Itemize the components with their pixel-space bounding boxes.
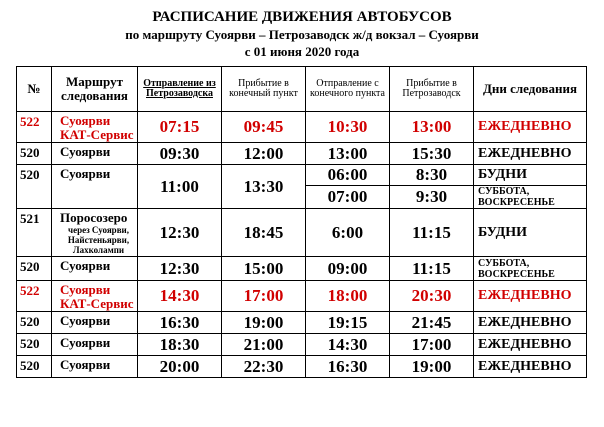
departure-time: 20:00	[138, 356, 222, 378]
departure-time: 16:30	[138, 312, 222, 334]
route-number: 520	[17, 143, 52, 165]
return-arrival-time: 9:30	[390, 186, 474, 209]
route-name	[52, 281, 138, 312]
return-arrival-time: 17:00	[390, 334, 474, 356]
arrival-time: 13:30	[222, 165, 306, 209]
departure-time: 18:30	[138, 334, 222, 356]
table-row	[17, 112, 587, 143]
effective-date: с 01 июня 2020 года	[244, 44, 360, 59]
service-days: ЕЖЕДНЕВНО	[474, 334, 587, 356]
col-header-departure-end: Отправление с конечного пункта	[306, 67, 390, 112]
table-row	[17, 312, 587, 334]
route-number: 520	[17, 356, 52, 378]
col-header-days: Дни следования	[474, 67, 587, 112]
arrival-time: 15:00	[222, 257, 306, 281]
table-row	[17, 334, 587, 356]
route-number: 522	[17, 281, 52, 312]
route-number: 520	[17, 334, 52, 356]
schedule-table	[16, 66, 587, 378]
route-name: Суоярви	[52, 165, 138, 209]
col-header-route: Маршрут следования	[52, 67, 138, 112]
service-days: БУДНИ	[474, 165, 587, 186]
return-arrival-time: 15:30	[390, 143, 474, 165]
departure-time: 14:30	[138, 281, 222, 312]
route-name: Суоярви	[52, 257, 138, 281]
arrival-time: 12:00	[222, 143, 306, 165]
table-row	[17, 143, 587, 165]
return-arrival-time: 13:00	[390, 112, 474, 143]
route-number: 522	[17, 112, 52, 143]
arrival-time: 22:30	[222, 356, 306, 378]
route-subtitle: по маршруту Суоярви – Петрозаводск ж/д вокзал – Суоярви	[125, 27, 479, 42]
return-arrival-time: 11:15	[390, 209, 474, 257]
route-name	[52, 112, 138, 143]
table-row	[17, 281, 587, 312]
service-days: СУББОТА, ВОСКРЕСЕНЬЕ	[474, 186, 587, 209]
return-departure-time: 07:00	[306, 186, 390, 209]
return-arrival-time: 19:00	[390, 356, 474, 378]
route-name-text: Суоярви	[60, 282, 111, 297]
route-number: 520	[17, 165, 52, 209]
departure-time: 12:30	[138, 257, 222, 281]
route-name-text: Суоярви	[60, 113, 111, 128]
arrival-time: 18:45	[222, 209, 306, 257]
col-header-departure: Отправление из Петрозаводска	[138, 67, 222, 112]
service-days: ЕЖЕДНЕВНО	[474, 143, 587, 165]
table-header-row	[17, 67, 587, 112]
route-name	[52, 209, 138, 257]
service-days: БУДНИ	[474, 209, 587, 257]
table-row	[17, 257, 587, 281]
arrival-time: 09:45	[222, 112, 306, 143]
table-row	[17, 356, 587, 378]
route-operator: КАТ-Сервис	[60, 296, 134, 311]
table-row	[17, 165, 587, 186]
service-days: ЕЖЕДНЕВНО	[474, 112, 587, 143]
return-departure-time: 16:30	[306, 356, 390, 378]
route-name: Суоярви	[52, 356, 138, 378]
route-operator: КАТ-Сервис	[60, 127, 134, 142]
route-number: 520	[17, 312, 52, 334]
departure-time: 09:30	[138, 143, 222, 165]
return-departure-time: 19:15	[306, 312, 390, 334]
col-header-num: №	[17, 67, 52, 112]
route-number: 520	[17, 257, 52, 281]
return-departure-time: 13:00	[306, 143, 390, 165]
return-departure-time: 14:30	[306, 334, 390, 356]
return-arrival-time: 8:30	[390, 165, 474, 186]
service-days: ЕЖЕДНЕВНО	[474, 356, 587, 378]
col-header-arrival-end: Прибытие в конечный пункт	[222, 67, 306, 112]
route-name: Суоярви	[52, 143, 138, 165]
service-days: ЕЖЕДНЕВНО	[474, 312, 587, 334]
return-departure-time: 6:00	[306, 209, 390, 257]
return-departure-time: 10:30	[306, 112, 390, 143]
return-departure-time: 18:00	[306, 281, 390, 312]
route-name-text: Поросозеро	[60, 210, 128, 225]
service-days: СУББОТА, ВОСКРЕСЕНЬЕ	[474, 257, 587, 281]
route-name: Суоярви	[52, 334, 138, 356]
return-arrival-time: 21:45	[390, 312, 474, 334]
departure-time: 11:00	[138, 165, 222, 209]
service-days: ЕЖЕДНЕВНО	[474, 281, 587, 312]
table-row	[17, 209, 587, 257]
route-name: Суоярви	[52, 312, 138, 334]
departure-time: 12:30	[138, 209, 222, 257]
arrival-time: 21:00	[222, 334, 306, 356]
route-number: 521	[17, 209, 52, 257]
return-arrival-time: 11:15	[390, 257, 474, 281]
return-departure-time: 06:00	[306, 165, 390, 186]
arrival-time: 17:00	[222, 281, 306, 312]
return-arrival-time: 20:30	[390, 281, 474, 312]
route-via-note: через Суоярви, Найстеньярви, Лахколампи	[67, 225, 130, 255]
departure-time: 07:15	[138, 112, 222, 143]
arrival-time: 19:00	[222, 312, 306, 334]
return-departure-time: 09:00	[306, 257, 390, 281]
col-header-arrival-ptz: Прибытие в Петрозаводск	[390, 67, 474, 112]
page-title: РАСПИСАНИЕ ДВИЖЕНИЯ АВТОБУСОВ	[152, 9, 452, 25]
